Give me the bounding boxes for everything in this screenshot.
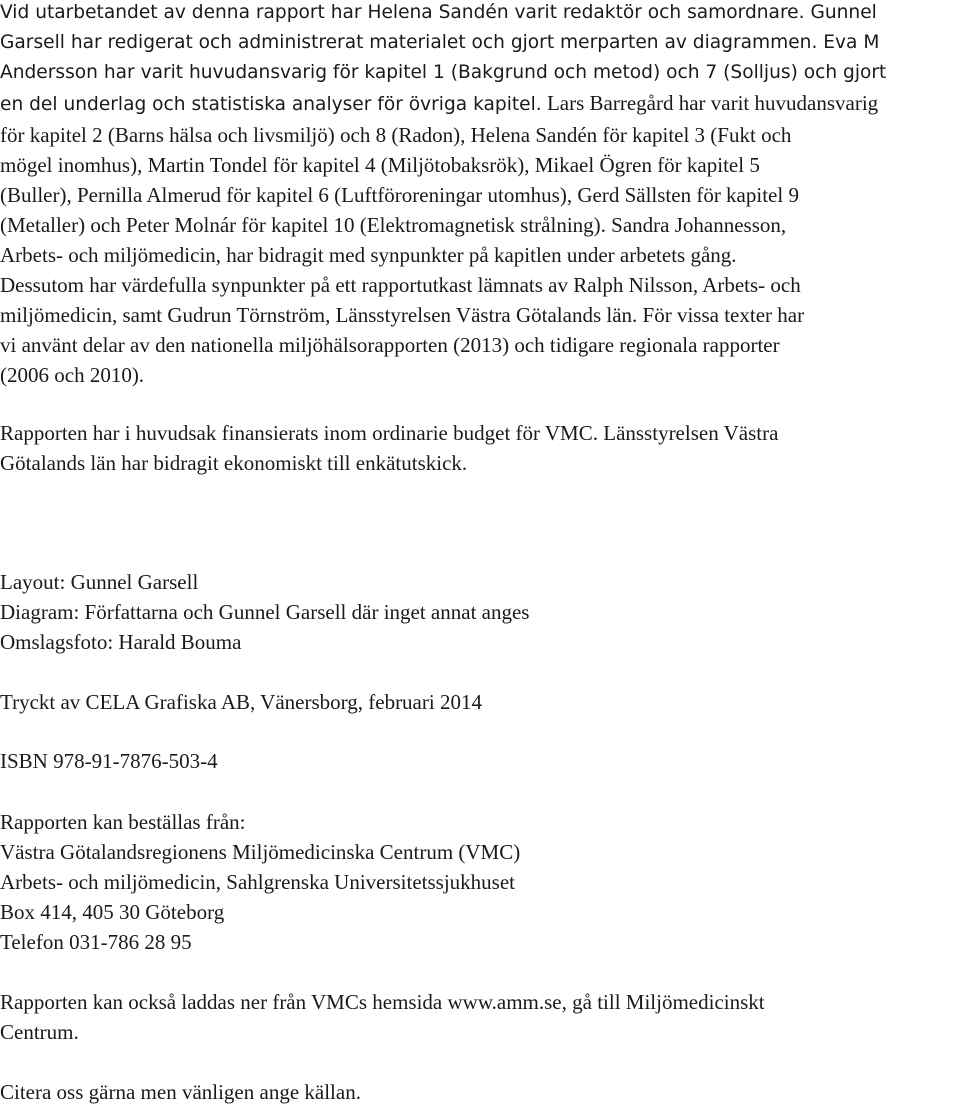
ordering-info [0,807,960,957]
credits-line-mixed [0,88,960,120]
credits-line: en del underlag och statistiska analyser för övriga kapitel. [0,94,542,115]
credits-line: Garsell har redigerat och administrerat materialet och gjort merparten av diagrammen. Eva M [0,32,880,53]
isbn-line: ISBN 978-91-7876-503-4 [0,749,218,773]
download-line: Rapporten kan också laddas ner från VMCs hemsida www.amm.se, gå till Miljömedicinskt [0,990,765,1014]
credits-line: mögel inomhus), Martin Tondel för kapitel 4 (Miljötobaksrök), Mikael Ögren för kapitel 5 [0,153,760,177]
production-credits [0,567,960,657]
address-phone: Telefon 031-786 28 95 [0,930,192,954]
funding-line: Götalands län har bidragit ekonomiskt till enkätutskick. [0,451,468,475]
credits-line: (2006 och 2010). [0,363,145,387]
credits-line: (Buller), Pernilla Almerud för kapitel 6 (Luftföroreningar utomhus), Gerd Sällsten för kapitel 9 [0,183,799,207]
diagram-credit: Diagram: Författarna och Gunnel Garsell där inget annat anges [0,600,530,624]
credits-line-tail: Lars Barregård har varit huvudansvarig [541,91,879,115]
credits-line: för kapitel 2 (Barns hälsa och livsmiljö) och 8 (Radon), Helena Sandén för kapitel 3 (Fukt och [0,123,792,147]
credits-line: Dessutom har värdefulla synpunkter på ett rapportutkast lämnats av Ralph Nilsson, Arbets- och [0,273,801,297]
ordering-heading: Rapporten kan beställas från: [0,810,246,834]
funding-paragraph [0,418,960,478]
citation-line: Citera oss gärna men vänligen ange källan. [0,1080,361,1104]
credits-line: Vid utarbetandet av denna rapport har Helena Sandén varit redaktör och samordnare. Gunnel [0,2,877,23]
address-organization: Västra Götalandsregionens Miljömedicinska Centrum (VMC) [0,840,521,864]
funding-line: Rapporten har i huvudsak finansierats inom ordinarie budget för VMC. Länsstyrelsen Västra [0,421,779,445]
cover-photo-credit: Omslagsfoto: Harald Bouma [0,630,242,654]
credits-line: Arbets- och miljömedicin, har bidragit med synpunkter på kapitlen under arbetets gång. [0,243,737,267]
credits-line: vi använt delar av den nationella miljöhälsorapporten (2013) och tidigare regionala rapporter [0,333,780,357]
citation-note [0,1077,960,1107]
printer-info [0,687,960,717]
printer-line: Tryckt av CELA Grafiska AB, Vänersborg, februari 2014 [0,690,482,714]
credits-line: Andersson har varit huvudansvarig för kapitel 1 (Bakgrund och metod) och 7 (Solljus) och gjort [0,62,887,83]
address-department: Arbets- och miljömedicin, Sahlgrenska Universitetssjukhuset [0,870,515,894]
credits-line: miljömedicin, samt Gudrun Törnström, Länsstyrelsen Västra Götalands län. För vissa texter har [0,303,805,327]
address-postal: Box 414, 405 30 Göteborg [0,900,225,924]
isbn-info [0,746,960,776]
download-line: Centrum. [0,1020,79,1044]
credits-line: (Metaller) och Peter Molnár för kapitel 10 (Elektromagnetisk strålning). Sandra Johannesson, [0,213,787,237]
layout-credit: Layout: Gunnel Garsell [0,570,199,594]
download-info [0,987,960,1047]
credits-paragraph [0,0,960,390]
